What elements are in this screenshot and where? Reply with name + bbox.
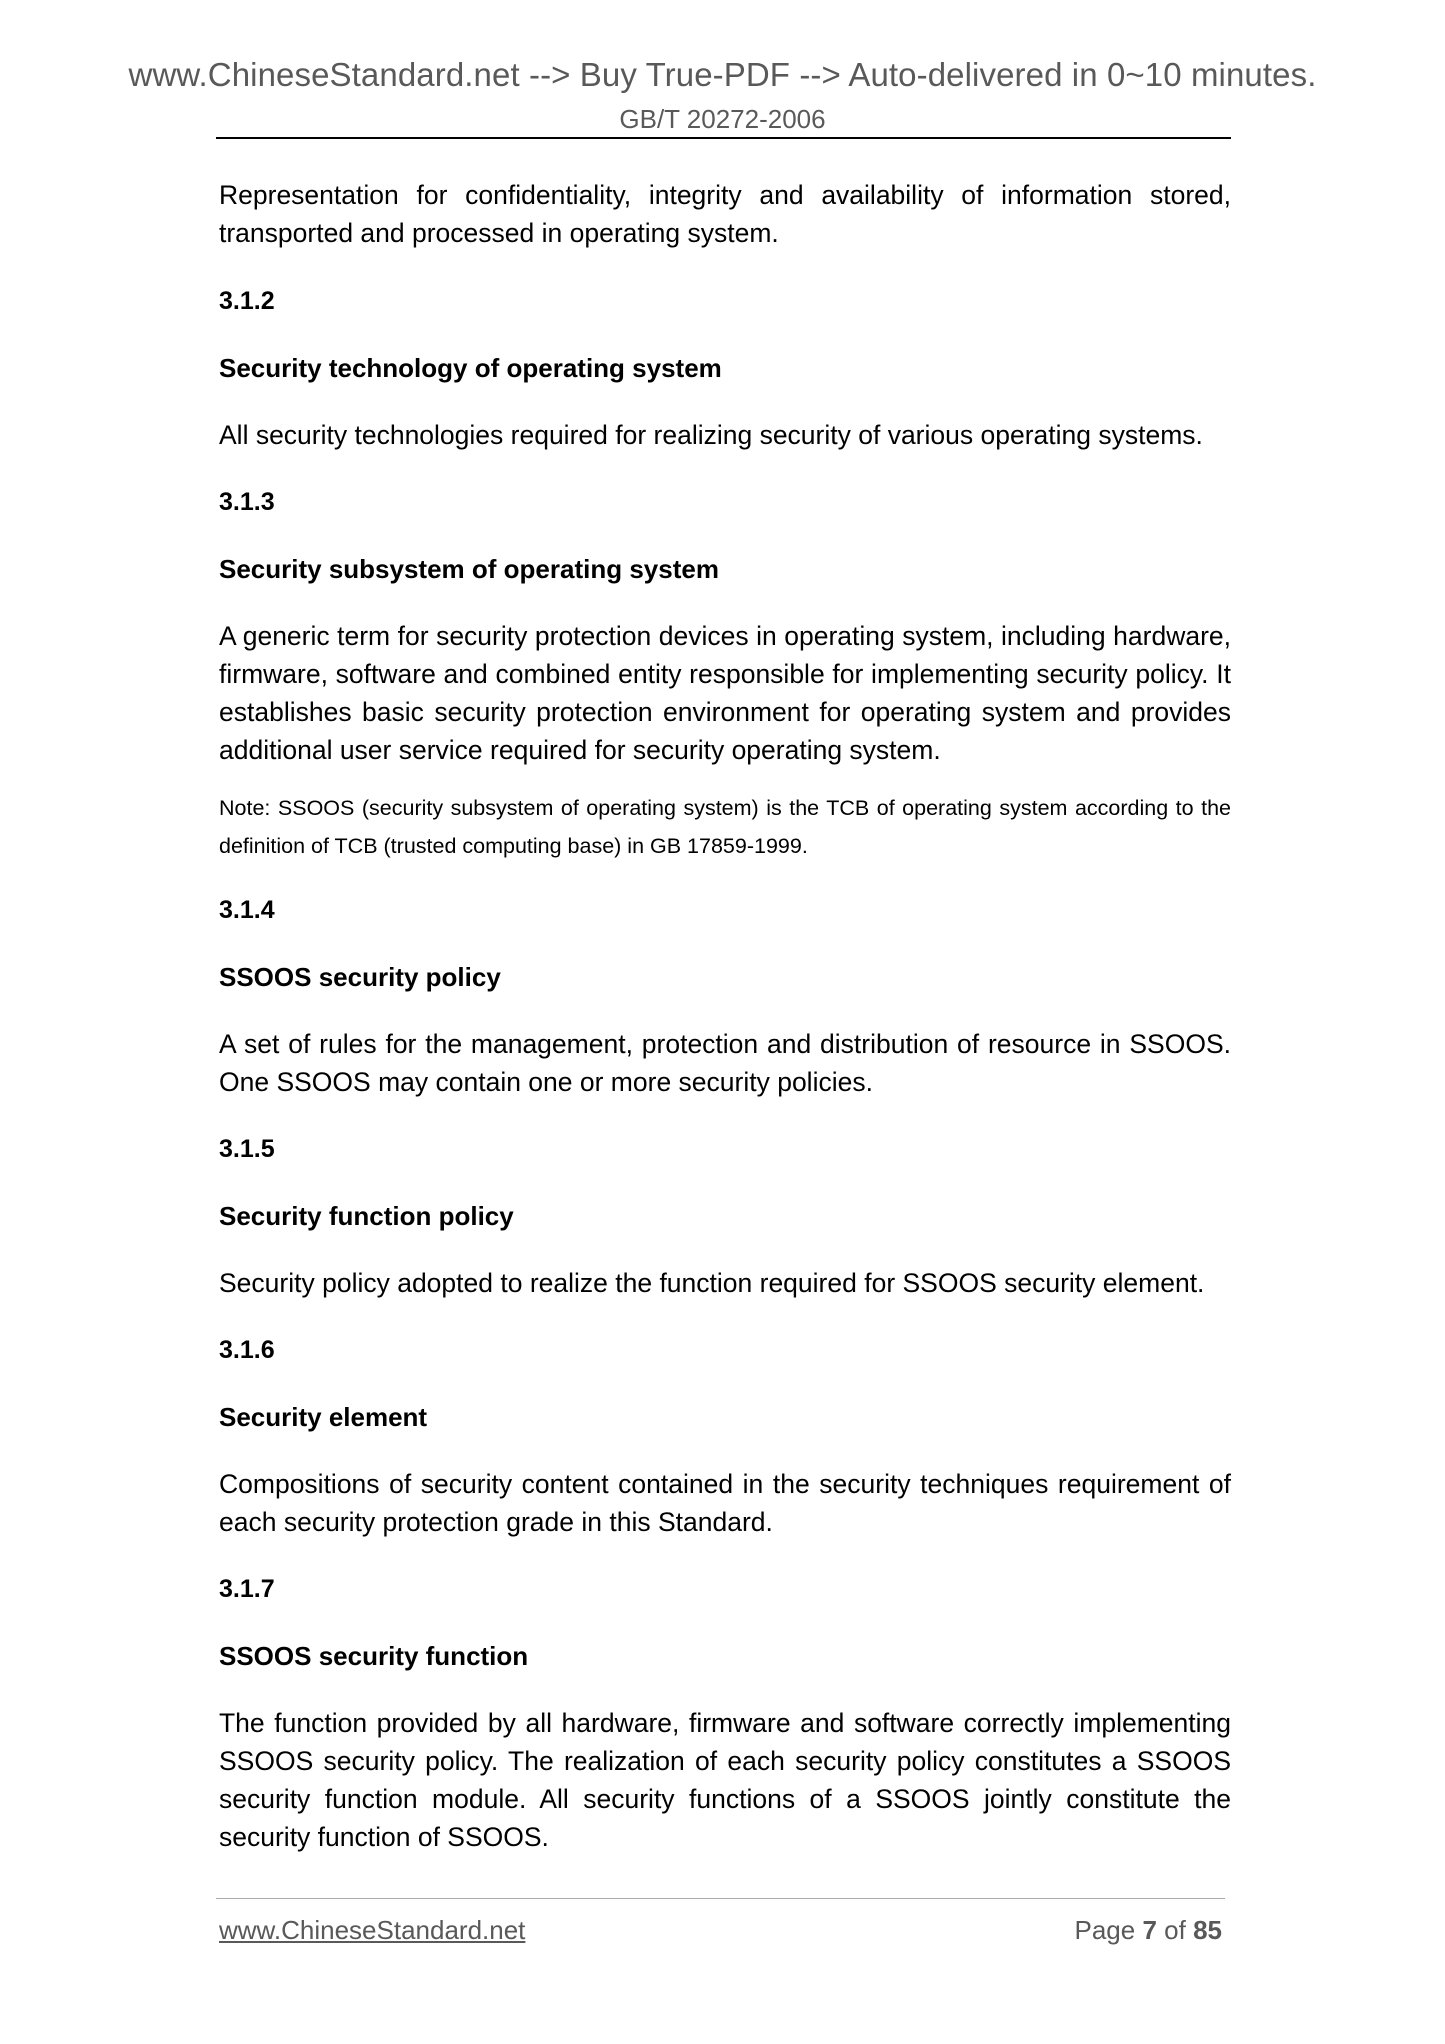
term-heading-3-1-5: Security function policy [219, 1201, 514, 1231]
term-definition-3-1-3: A generic term for security protection devices in operating system, including hardware, firmware, software and combined entity responsible for implementing security policy. It establishes basic security protection environment for operating system and provides additional user service required for security operating system. [219, 621, 1231, 765]
standard-code: GB/T 20272-2006 [619, 104, 826, 134]
term-heading-3-1-3: Security subsystem of operating system [219, 554, 719, 584]
term-heading-3-1-7: SSOOS security function [219, 1641, 529, 1671]
clause-number-3-1-3: 3.1.3 [219, 488, 275, 516]
clause-number-3-1-6: 3.1.6 [219, 1336, 275, 1364]
page-current: 7 [1142, 1915, 1157, 1945]
term-definition-3-1-2: All security technologies required for realizing security of various operating systems. [219, 420, 1203, 450]
term-definition-3-1-6: Compositions of security content contained in the security techniques requirement of each security protection grade in this Standard. [219, 1469, 1231, 1537]
term-heading-3-1-4: SSOOS security policy [219, 962, 501, 992]
header-divider [216, 137, 1231, 139]
site-banner[interactable]: www.ChineseStandard.net --> Buy True-PDF --> Auto-delivered in 0~10 minutes. [128, 56, 1317, 93]
clause-number-3-1-4: 3.1.4 [219, 896, 275, 924]
footer-divider [216, 1898, 1225, 1899]
page-total: 85 [1193, 1915, 1222, 1945]
page-of-label: of [1164, 1915, 1186, 1945]
clause-number-3-1-5: 3.1.5 [219, 1135, 275, 1163]
clause-number-3-1-2: 3.1.2 [219, 287, 275, 315]
term-definition-3-1-4: A set of rules for the management, protection and distribution of resource in SSOOS. One SSOOS may contain one or more security policies. [219, 1029, 1231, 1097]
term-heading-3-1-6: Security element [219, 1402, 428, 1432]
note-3-1-3: Note: SSOOS (security subsystem of operating system) is the TCB of operating system according to the definition of TCB (trusted computing base) in GB 17859-1999. [219, 796, 1231, 858]
term-definition-3-1-5: Security policy adopted to realize the function required for SSOOS security element. [219, 1268, 1205, 1298]
page-label: Page [1074, 1915, 1136, 1945]
page-indicator [1074, 1915, 1222, 1946]
footer-site-link[interactable]: www.ChineseStandard.net [219, 1915, 526, 1945]
clause-number-3-1-7: 3.1.7 [219, 1575, 275, 1603]
term-heading-3-1-2: Security technology of operating system [219, 353, 722, 383]
intro-paragraph: Representation for confidentiality, integrity and availability of information stored, transported and processed in operating system. [219, 180, 1231, 248]
document-body [219, 176, 1231, 1856]
term-definition-3-1-7: The function provided by all hardware, firmware and software correctly implementing SSOOS security policy. The realization of each security policy constitutes a SSOOS security function module. All security functions of a SSOOS jointly constitute the security function of SSOOS. [219, 1708, 1231, 1852]
